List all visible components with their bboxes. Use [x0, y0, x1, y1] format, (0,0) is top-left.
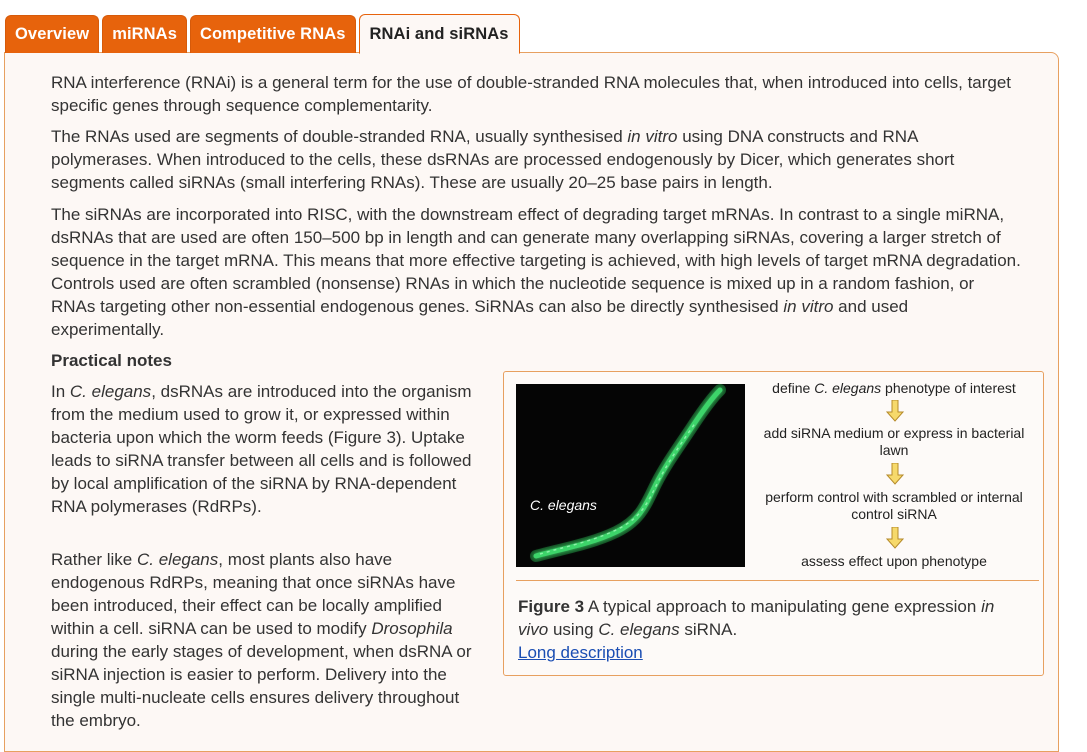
- flow-step-add-sirna: add siRNA medium or express in bacterial lawn: [763, 425, 1025, 458]
- caption-text-a: A typical approach to manipulating gene expression: [584, 597, 982, 616]
- p2-emphasis: in vitro: [627, 127, 678, 146]
- flow-step-control: perform control with scrambled or internal control siRNA: [765, 489, 1023, 522]
- paragraph-c-elegans: [51, 380, 481, 518]
- caption-text-b: using: [548, 620, 599, 639]
- worm-image-label: C. elegans: [530, 497, 597, 513]
- long-description-link[interactable]: Long description: [518, 643, 643, 662]
- section-heading: Practical notes: [51, 351, 172, 370]
- p4-text-a: In: [51, 382, 70, 401]
- flow-arrow-2-icon: [886, 463, 904, 485]
- worm-micrograph: [516, 384, 745, 567]
- p1-text: RNA interference (RNAi) is a general term for the use of double-stranded RNA molecules that, when introduced into cells, target specific genes through sequence complementarity.: [51, 73, 1012, 115]
- paragraph-dsrna: [51, 125, 1021, 194]
- tab-mirnas[interactable]: miRNAs: [102, 15, 187, 53]
- flow-step-define: [748, 380, 1040, 397]
- caption-emphasis-1: in vivo: [518, 597, 995, 639]
- p3-text-a: The siRNAs are incorporated into RISC, with the downstream effect of degrading target mRNAs. In contrast to a single miRNA, dsRNAs that are used are often 150–500 bp in length and can generate many overlapping siRNAs, covering a larger stretch of sequence in the target mRNA. This means that more effective targeting is achieved, with high levels of target mRNA degradation. Controls used are often scrambled (nonsense) RNAs in which the nucleotide sequence is mixed up in a random fashion, or RNAs targeting other non-essential endogenous genes. SiRNAs can also be directly synthesised: [51, 205, 1021, 316]
- figure-divider: [516, 580, 1039, 581]
- paragraph-rnai-definition: [51, 71, 1021, 117]
- p5-text-a: Rather like: [51, 550, 137, 569]
- p5-text-c: during the early stages of development, when dsRNA or siRNA injection is easier to perform. Delivery into the single multi-nucleate cells ensures delivery throughout the embryo.: [51, 642, 472, 730]
- paragraph-plants: [51, 548, 481, 732]
- p4-emphasis: C. elegans: [69, 382, 152, 401]
- tab-rnai-and-sirnas[interactable]: RNAi and siRNAs: [359, 14, 520, 54]
- flow-step-assess: assess effect upon phenotype: [801, 553, 987, 569]
- p5-text-b: , most plants also have endogenous RdRPs, meaning that once siRNAs have been introduced, their effect can be locally amplified within a cell. siRNA can be used to modify: [51, 550, 456, 638]
- caption-text-c: siRNA.: [679, 620, 738, 639]
- p3-text-b: and used experimentally.: [51, 297, 909, 339]
- p4-text-b: , dsRNAs are introduced into the organism from the medium used to grow it, or expressed within bacteria upon which the worm feeds (Figure 3). Uptake leads to siRNA transfer between all cells and is followed by local amplification of the siRNA by RNA-dependent RNA polymerases (RdRPs).: [51, 382, 472, 516]
- paragraph-risc: [51, 203, 1021, 341]
- tab-overview[interactable]: Overview: [5, 15, 99, 53]
- step1-text-a: define: [772, 380, 815, 396]
- tab-bar: [5, 13, 523, 53]
- flow-arrow-1-icon: [886, 400, 904, 422]
- p3-emphasis: in vitro: [783, 297, 834, 316]
- p5-emphasis-1: C. elegans: [136, 550, 219, 569]
- p5-emphasis-2: Drosophila: [371, 619, 453, 638]
- caption-emphasis-2: C. elegans: [598, 620, 680, 639]
- figure-caption: [518, 595, 1028, 664]
- tab-competitive-rnas[interactable]: Competitive RNAs: [190, 15, 356, 53]
- flow-arrow-3-icon: [886, 527, 904, 549]
- figure-3: [503, 371, 1044, 676]
- p2-text-b: using DNA constructs and RNA polymerases. When introduced to the cells, these dsRNAs are processed endogenously by Dicer, which generates short segments called siRNAs (small interfering RNAs). These are usually 20–25 base pairs in length.: [51, 127, 955, 192]
- tab-panel: [4, 52, 1059, 752]
- p2-text-a: The RNAs used are segments of double-stranded RNA, usually synthesised: [51, 127, 628, 146]
- step1-emphasis: C. elegans: [814, 380, 882, 396]
- figure-label: Figure 3: [518, 597, 585, 616]
- step1-text-b: phenotype of interest: [881, 380, 1016, 396]
